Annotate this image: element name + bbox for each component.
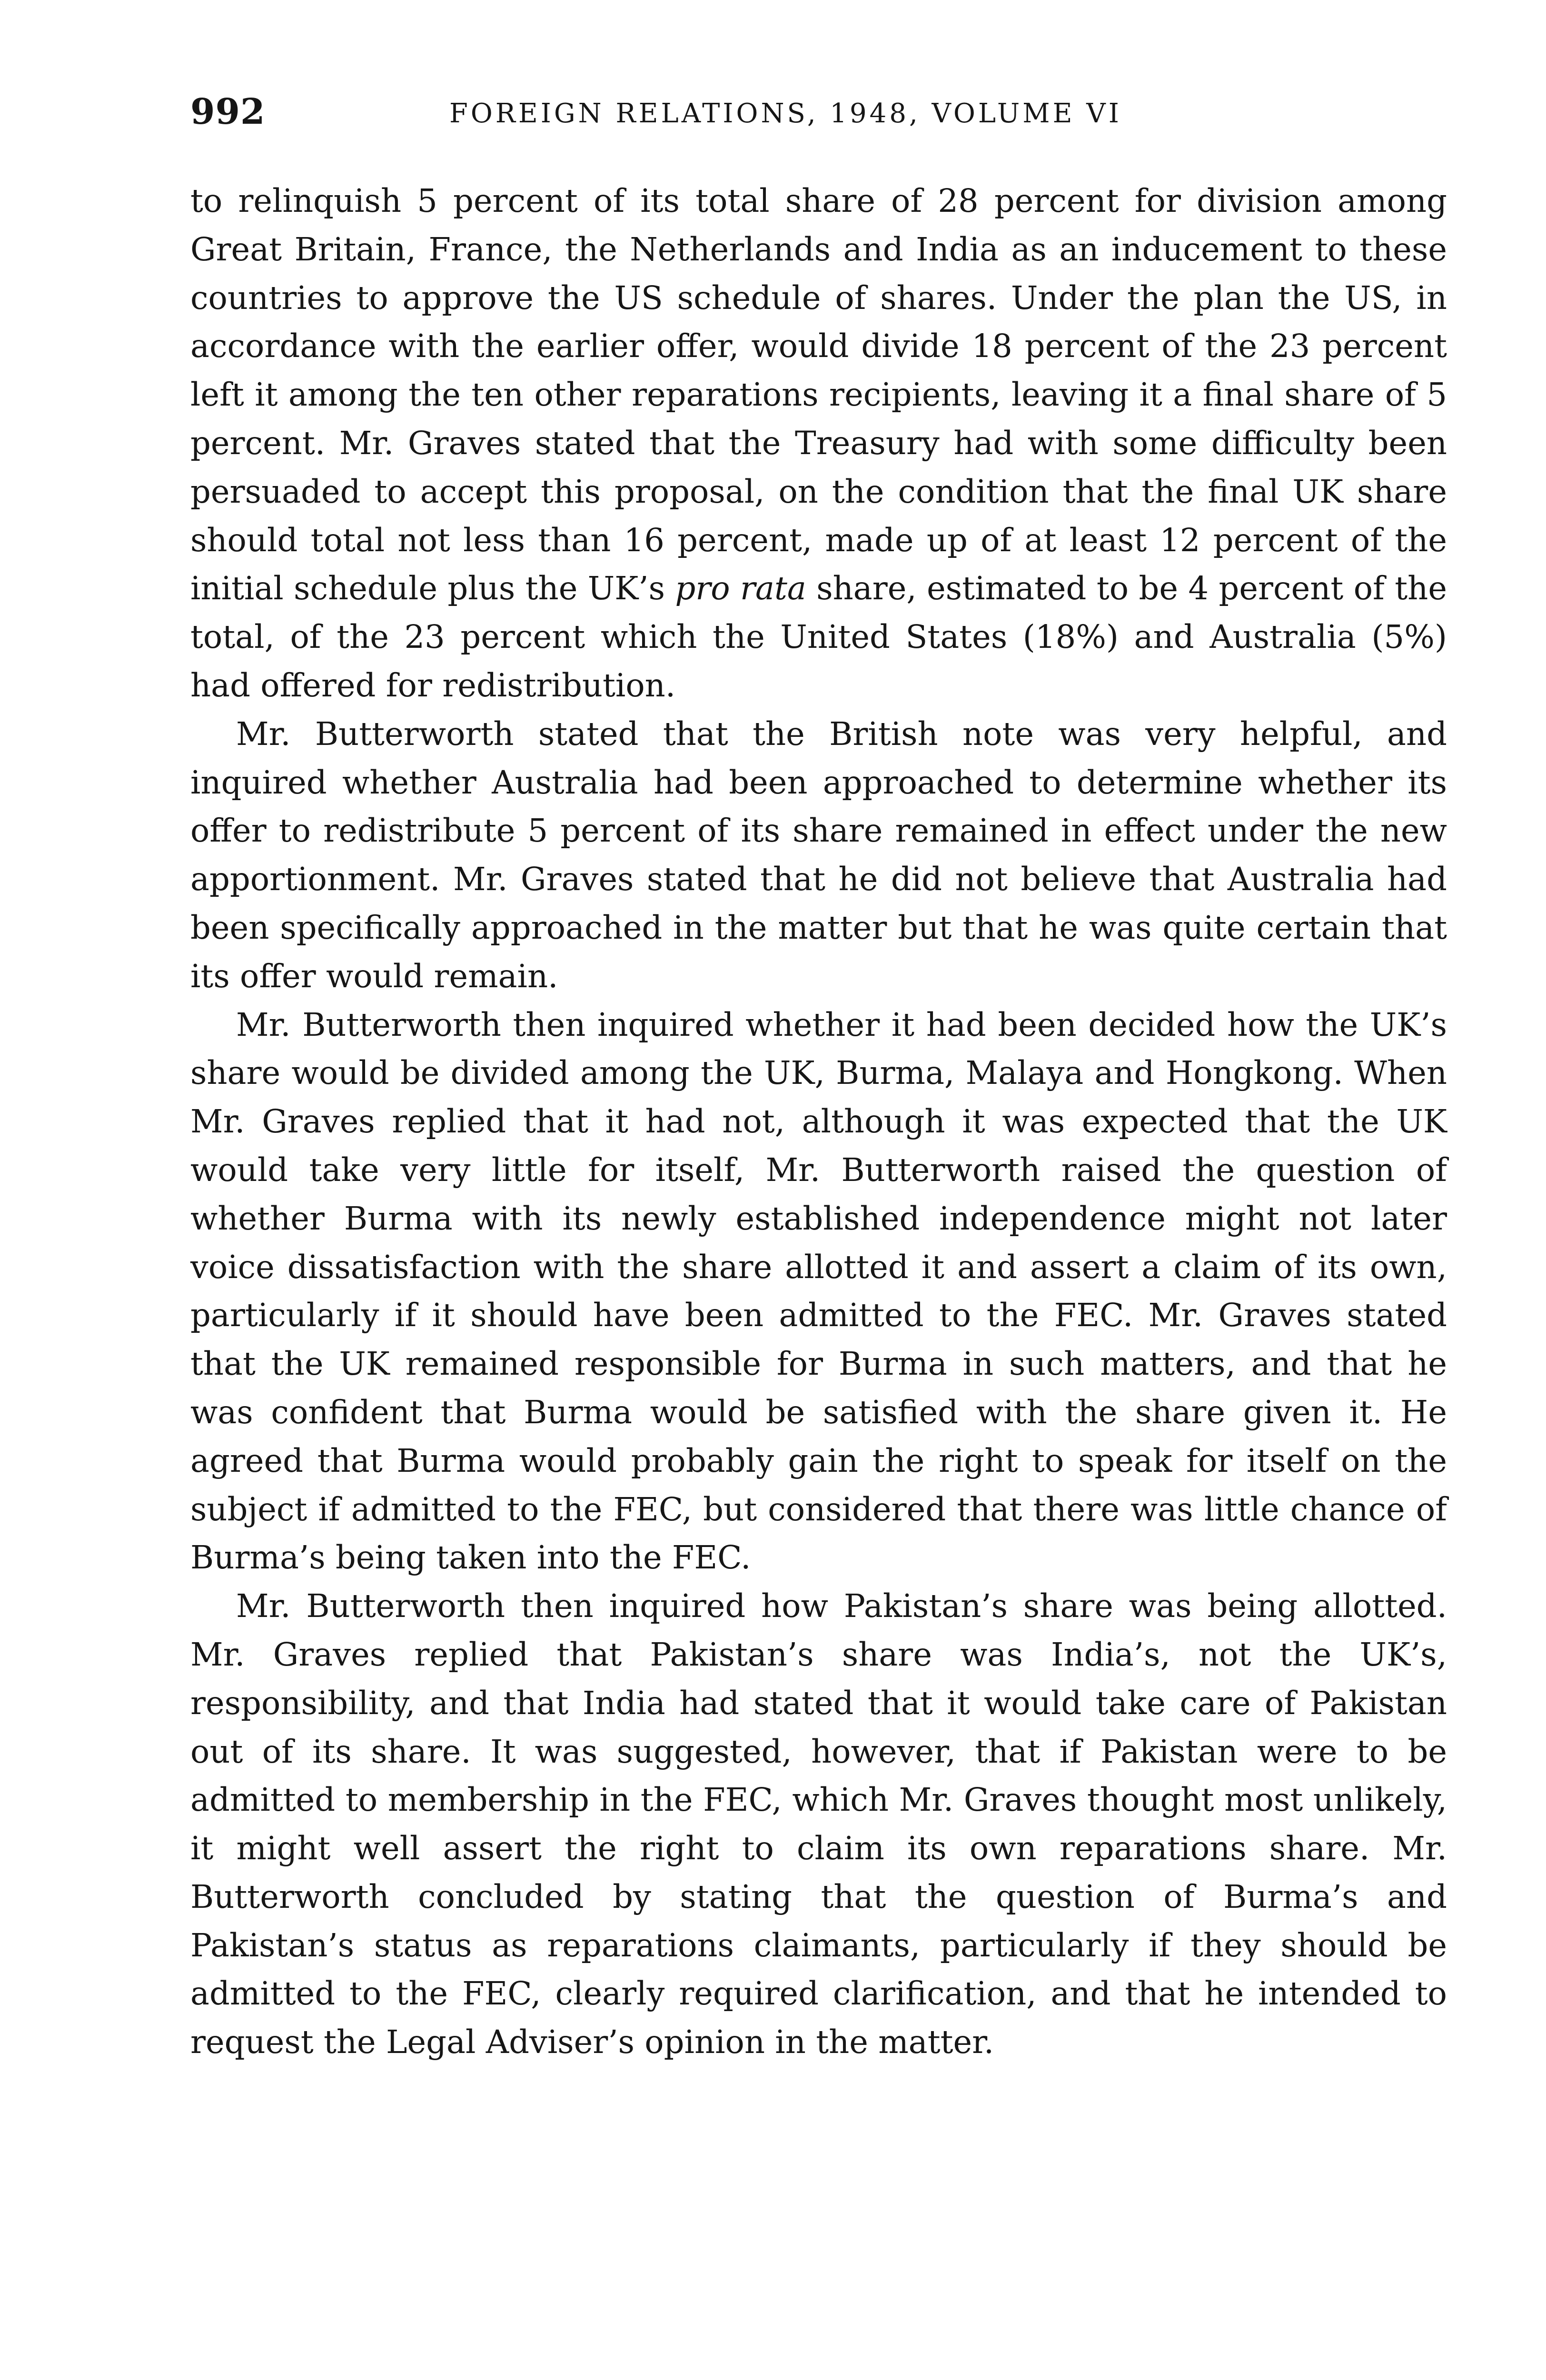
running-head	[190, 91, 1447, 149]
page-number: 992	[190, 91, 266, 132]
paragraph-4: Mr. Butterworth then inquired how Pakistan’s share was being allotted. Mr. Graves replied that Pakistan’s share was India’s, not the UK’s, responsibility, and that India had stated that it would take care of Pakistan out of its share. It was suggested, however, that if Pakistan were to be admitted to membership in the FEC, which Mr. Graves thought most unlikely, it might well assert the right to claim its own reparations share. Mr. Butterworth concluded by stating that the question of Burma’s and Pakistan’s status as reparations claimants, particularly if they should be admitted to the FEC, clearly required clarification, and that he intended to request the Legal Adviser’s opinion in the matter.	[190, 1587, 1447, 2061]
running-title: FOREIGN RELATIONS, 1948, VOLUME VI	[449, 98, 1122, 129]
body-text	[190, 177, 1447, 2067]
paragraph-1	[190, 177, 1447, 710]
paragraph-3: Mr. Butterworth then inquired whether it had been decided how the UK’s share would be divided among the UK, Burma, Malaya and Hongkong. When Mr. Graves replied that it had not, although it was expected that the UK would take very little for itself, Mr. Butterworth raised the question of whether Burma with its newly established independence might not later voice dissatisfaction with the share allotted it and assert a claim of its own, particularly if it should have been admitted to the FEC. Mr. Graves stated that the UK remained responsible for Burma in such matters, and that he was confident that Burma would be satisfied with the share given it. He agreed that Burma would probably gain the right to speak for itself on the subject if admitted to the FEC, but considered that there was little chance of Burma’s being taken into the FEC.	[190, 1006, 1447, 1577]
paragraph-1-text-end: share, estimated to be 4 percent of the total, of the 23 percent which the United States (18%) and Australia (5%) had offered for redistribution.	[190, 570, 1447, 704]
paragraph-2: Mr. Butterworth stated that the British note was very helpful, and inquired whether Australia had been approached to determine whether its offer to redistribute 5 percent of its share remained in effect under the new apportionment. Mr. Graves stated that he did not believe that Australia had been specifically approached in the matter but that he was quite certain that its offer would remain.	[190, 715, 1447, 995]
paragraph-1-italic: pro rata	[675, 570, 806, 607]
paragraph-1-text: to relinquish 5 percent of its total share of 28 percent for division among Great Britain, France, the Netherlands and India as an inducement to these countries to approve the US schedule of shares. Under the plan the US, in accordance with the earlier offer, would divide 18 percent of the 23 percent left it among the ten other reparations recipients, leaving it a final share of 5 percent. Mr. Graves stated that the Treasury had with some difficulty been persuaded to accept this proposal, on the condition that the final UK share should total not less than 16 percent, made up of at least 12 percent of the initial schedule plus the UK’s	[190, 182, 1447, 607]
